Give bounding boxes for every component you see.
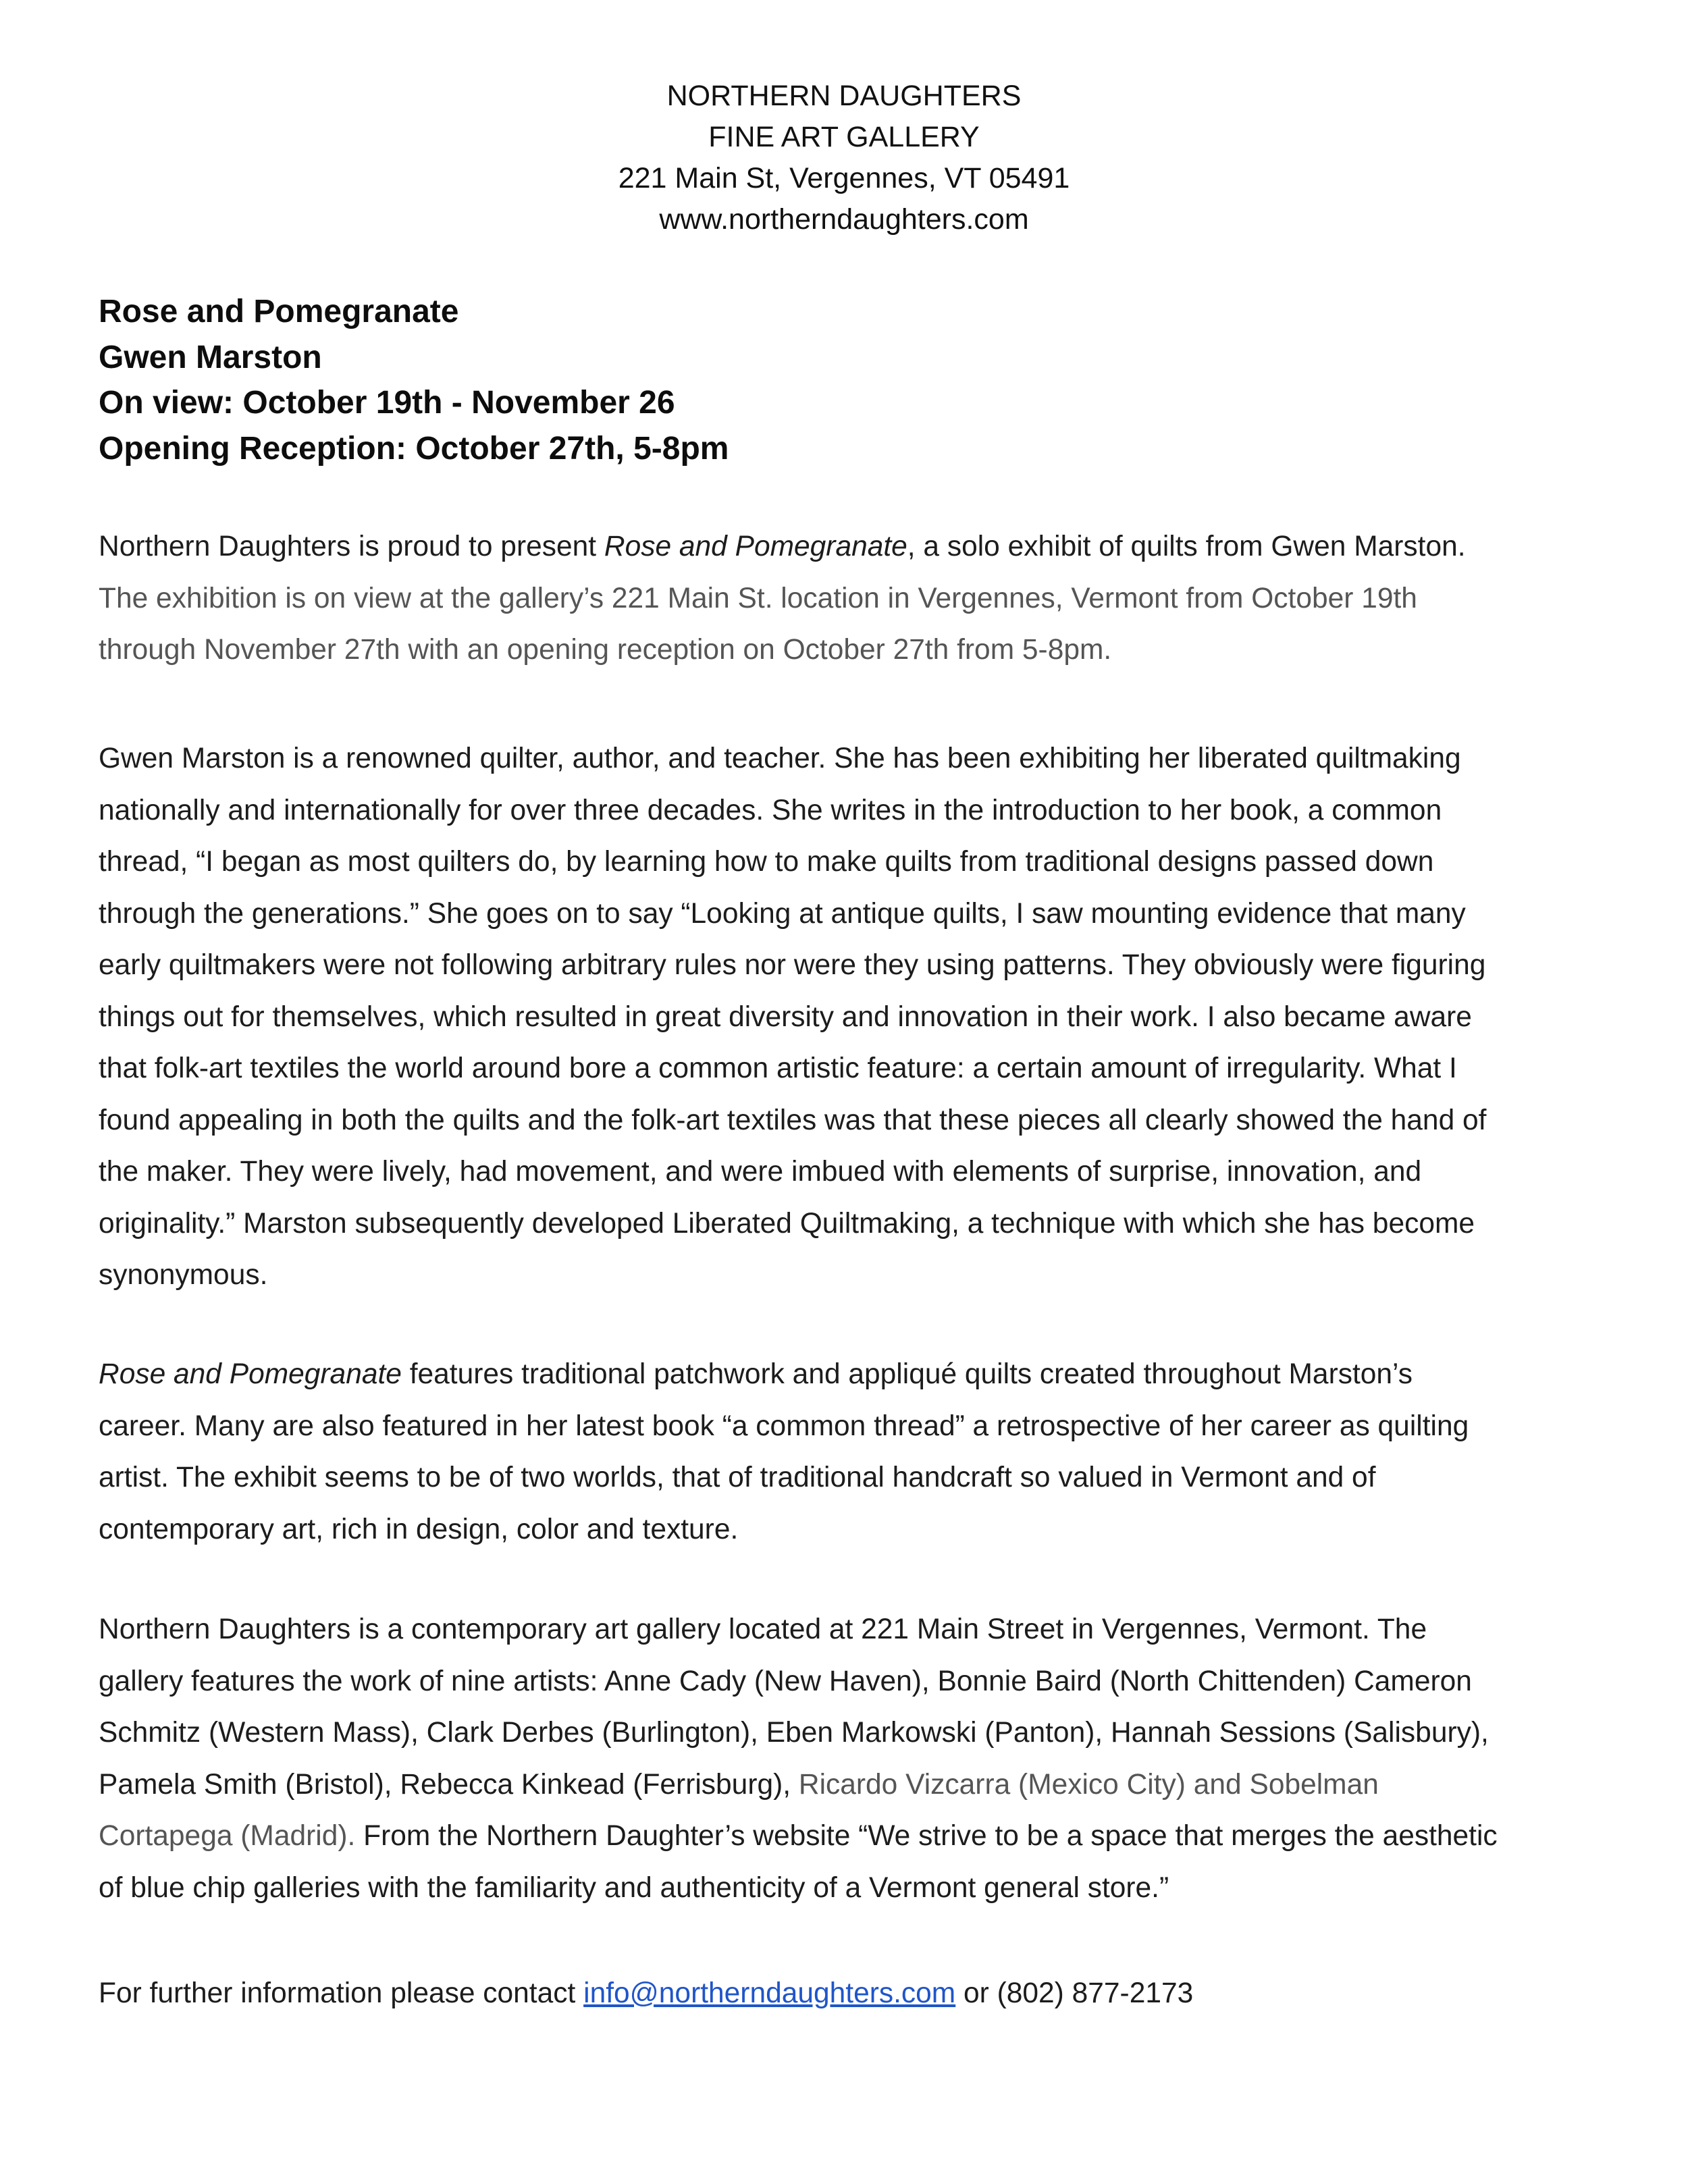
intro-line xyxy=(99,521,1611,573)
gallery-name: NORTHERN DAUGHTERS xyxy=(666,80,1022,112)
intro-line: through November 27th with an opening reception on October 27th from 5-8pm. xyxy=(99,634,1112,666)
contact-line xyxy=(99,1968,1611,2020)
intro-paragraph xyxy=(99,521,1611,676)
intro-line: The exhibition is on view at the gallery’s 221 Main St. location in Vergennes, Vermont from October 19th xyxy=(99,582,1417,614)
gallery-header xyxy=(0,76,1688,240)
exhibit-title-inline: Rose and Pomegranate xyxy=(604,531,907,562)
intro-line-text: , a solo exhibit of quilts from Gwen Marston. xyxy=(907,531,1466,562)
bio-line: nationally and internationally for over three decades. She writes in the introduction to her book, a common xyxy=(99,794,1442,826)
exhibit-title: Rose and Pomegranate xyxy=(99,294,459,329)
intro-line-text: Northern Daughters is proud to present xyxy=(99,531,604,562)
gallery-line-text: From the Northern Daughter’s website “We strive to be a space that merges the aesthetic xyxy=(355,1820,1498,1852)
bio-line: Gwen Marston is a renowned quilter, author, and teacher. She has been exhibiting her liberated quiltmaking xyxy=(99,743,1461,774)
description-line xyxy=(99,1349,1611,1401)
gallery-description-paragraph xyxy=(99,1604,1611,1914)
gallery-line: gallery features the work of nine artists: Anne Cady (New Haven), Bonnie Baird (North Chittenden) Cameron xyxy=(99,1665,1472,1697)
contact-paragraph xyxy=(99,1968,1611,2020)
bio-line: through the generations.” She goes on to say “Looking at antique quilts, I saw mounting evidence that many xyxy=(99,897,1466,930)
gallery-website: www.northerndaughters.com xyxy=(659,203,1029,236)
bio-line: synonymous. xyxy=(99,1259,268,1291)
gallery-type: FINE ART GALLERY xyxy=(708,121,980,153)
gallery-line xyxy=(99,1811,1611,1863)
exhibit-heading xyxy=(99,289,729,471)
description-line: career. Many are also featured in her latest book “a common thread” a retrospective of her career as quilting xyxy=(99,1410,1469,1442)
bio-line: the maker. They were lively, had movement, and were imbued with elements of surprise, innovation, and xyxy=(99,1156,1422,1188)
bio-line: that folk-art textiles the world around bore a common artistic feature: a certain amount of irregularity. What I xyxy=(99,1053,1457,1084)
gallery-line-text: Ricardo Vizcarra (Mexico City) and Sobelman xyxy=(798,1768,1379,1801)
contact-prefix: For further information please contact xyxy=(99,1977,584,2009)
gallery-line-text: Cortapega (Madrid). xyxy=(99,1820,356,1852)
contact-phone: or (802) 877-2173 xyxy=(955,1977,1194,2009)
description-line: contemporary art, rich in design, color and texture. xyxy=(99,1513,739,1545)
exhibit-reception: Opening Reception: October 27th, 5-8pm xyxy=(99,430,729,467)
exhibit-description-paragraph xyxy=(99,1349,1611,1555)
bio-line: found appealing in both the quilts and the folk-art textiles was that these pieces all clearly showed the hand of xyxy=(99,1104,1487,1136)
gallery-line: Northern Daughters is a contemporary art gallery located at 221 Main Street in Vergennes, Vermont. The xyxy=(99,1614,1427,1645)
description-line: artist. The exhibit seems to be of two worlds, that of traditional handcraft so valued in Vermont and of xyxy=(99,1462,1376,1493)
bio-line: early quiltmakers were not following arbitrary rules nor were they using patterns. They obviously were figuring xyxy=(99,949,1486,981)
description-line-text: features traditional patchwork and appliqué quilts created throughout Marston’s xyxy=(401,1358,1413,1390)
bio-line: originality.” Marston subsequently developed Liberated Quiltmaking, a technique with which she has become xyxy=(99,1207,1475,1240)
gallery-address: 221 Main St, Vergennes, VT 05491 xyxy=(618,162,1070,194)
gallery-line-text: Pamela Smith (Bristol), Rebecca Kinkead (Ferrisburg), xyxy=(99,1768,799,1801)
artist-bio-paragraph xyxy=(99,733,1611,1302)
exhibit-artist: Gwen Marston xyxy=(99,339,322,375)
bio-line: thread, “I began as most quilters do, by learning how to make quilts from traditional designs passed down xyxy=(99,846,1434,878)
bio-line: things out for themselves, which resulted in great diversity and innovation in their work. I also became aware xyxy=(99,1001,1472,1033)
contact-email-link[interactable]: info@northerndaughters.com xyxy=(583,1977,956,2009)
gallery-line xyxy=(99,1759,1611,1811)
exhibit-title-inline: Rose and Pomegranate xyxy=(99,1358,402,1390)
gallery-line: Schmitz (Western Mass), Clark Derbes (Burlington), Eben Markowski (Panton), Hannah Sessions (Salisbury), xyxy=(99,1717,1489,1749)
gallery-line: of blue chip galleries with the familiarity and authenticity of a Vermont general store.” xyxy=(99,1871,1169,1904)
exhibit-dates: On view: October 19th - November 26 xyxy=(99,385,675,421)
